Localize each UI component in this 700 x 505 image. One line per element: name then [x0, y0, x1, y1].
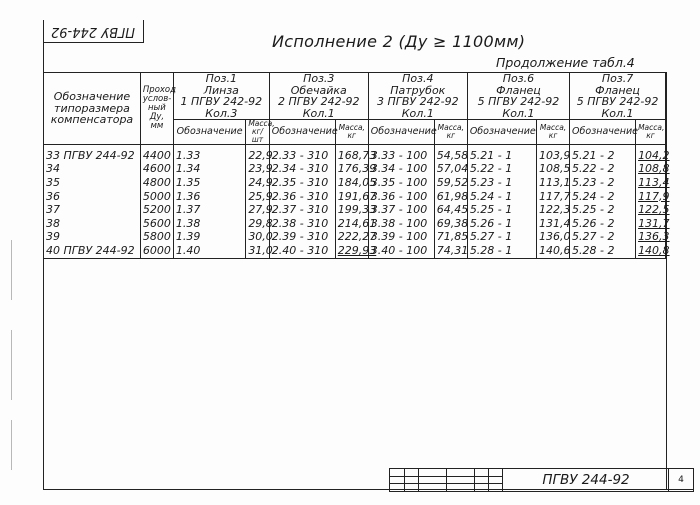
cell-dn: 4600 — [140, 162, 173, 176]
group-qty: Кол.1 — [601, 106, 634, 120]
cell-mass: 191,67 — [335, 190, 368, 204]
left-margin-marks — [4, 240, 22, 480]
header-dn-line: ный — [148, 102, 166, 113]
cell-code: 5.21 - 1 — [467, 149, 536, 163]
cell-code: 5.28 - 2 — [570, 244, 636, 258]
cell-code: 1.35 — [173, 176, 245, 190]
cell-mass: 140,8 — [636, 244, 666, 258]
cell-code: 5.22 - 2 — [570, 162, 636, 176]
cell-mass: 25,9 — [246, 190, 269, 204]
table-row — [44, 149, 666, 163]
header-designation-line: Обозначение — [53, 90, 131, 104]
cell-mass: 61,98 — [434, 190, 467, 204]
group-part-name: Фланец — [595, 83, 640, 97]
cell-code: 2.33 - 310 — [269, 149, 335, 163]
cell-code: 5.26 - 1 — [467, 217, 536, 231]
cell-mass: 27,9 — [246, 203, 269, 217]
title-block — [389, 468, 692, 490]
header-group-pos3 — [269, 73, 368, 120]
header-designation-line: компенсатора — [50, 113, 134, 127]
header-group-pos6 — [467, 73, 569, 120]
table-row — [44, 176, 666, 190]
cell-mass: 74,31 — [434, 244, 467, 258]
cell-designation: 35 — [44, 176, 141, 190]
cell-dn: 5800 — [140, 230, 173, 244]
cell-mass: 113,4 — [636, 176, 666, 190]
cell-mass: 136,0 — [537, 230, 570, 244]
header-designation-line: типоразмера — [54, 101, 130, 115]
cell-mass: 222,27 — [335, 230, 368, 244]
rotated-doc-stamp — [43, 20, 144, 43]
cell-code: 5.26 - 2 — [570, 217, 636, 231]
cell-designation: 33 ПГВУ 244-92 — [44, 149, 141, 163]
group-part-name: Обечайка — [290, 83, 347, 97]
cell-code: 5.23 - 2 — [570, 176, 636, 190]
cell-mass: 24,9 — [246, 176, 269, 190]
title-block-doc-number — [502, 468, 669, 492]
cell-mass: 184,05 — [335, 176, 368, 190]
cell-code: 1.38 — [173, 217, 245, 231]
cell-mass: 131,4 — [537, 217, 570, 231]
group-qty: Кол.1 — [302, 106, 335, 120]
subheader-code: Обозначение — [368, 120, 434, 145]
cell-mass: 59,52 — [434, 176, 467, 190]
cell-designation: 39 — [44, 230, 141, 244]
cell-mass: 122,5 — [636, 203, 666, 217]
cell-designation: 40 ПГВУ 244-92 — [44, 244, 141, 258]
cell-mass: 113,1 — [537, 176, 570, 190]
cell-designation: 37 — [44, 203, 141, 217]
cell-code: 2.36 - 310 — [269, 190, 335, 204]
table-row — [44, 244, 666, 258]
cell-mass: 64,45 — [434, 203, 467, 217]
subheader-mass: Масса, кг/шт — [246, 120, 269, 145]
cell-mass: 54,58 — [434, 149, 467, 163]
group-doc-ref: 5 ПГВУ 242-92 — [576, 95, 659, 109]
cell-mass: 71,85 — [434, 230, 467, 244]
cell-mass: 136,3 — [636, 230, 666, 244]
group-pos-label: Поз.3 — [303, 72, 335, 85]
cell-code: 3.36 - 100 — [368, 190, 434, 204]
group-pos-label: Поз.6 — [502, 72, 535, 85]
subheader-code: Обозначение — [467, 120, 536, 145]
cell-mass: 30,0 — [246, 230, 269, 244]
cell-dn: 5600 — [140, 217, 173, 231]
cell-mass: 22,9 — [246, 149, 269, 163]
cell-mass: 229,93 — [335, 244, 368, 258]
cell-code: 5.27 - 1 — [467, 230, 536, 244]
group-qty: Кол.1 — [401, 106, 434, 120]
cell-code: 5.21 - 2 — [570, 149, 636, 163]
cell-dn: 5200 — [140, 203, 173, 217]
group-doc-ref: 5 ПГВУ 242-92 — [477, 95, 560, 109]
header-dn-line: Ду, — [149, 111, 165, 122]
group-doc-ref: 3 ПГВУ 242-92 — [376, 95, 459, 109]
header-group-pos4 — [368, 73, 467, 120]
cell-code: 5.22 - 1 — [467, 162, 536, 176]
subheader-mass: Масса, кг — [335, 120, 368, 145]
cell-mass: 168,73 — [335, 149, 368, 163]
cell-mass: 57,04 — [434, 162, 467, 176]
cell-code: 1.40 — [173, 244, 245, 258]
cell-mass: 117,7 — [537, 190, 570, 204]
cell-code: 1.37 — [173, 203, 245, 217]
cell-code: 1.36 — [173, 190, 245, 204]
cell-code: 5.27 - 2 — [570, 230, 636, 244]
title-block-sheet — [668, 468, 694, 492]
subheader-code: Обозначение — [269, 120, 335, 145]
group-part-name: Патрубок — [390, 83, 446, 97]
cell-code: 3.34 - 100 — [368, 162, 434, 176]
cell-mass: 131,7 — [636, 217, 666, 231]
header-dn-line: Проход — [142, 85, 177, 96]
group-pos-label: Поз.4 — [402, 72, 434, 85]
doc-number-text: ПГВУ 244-92 — [542, 472, 630, 488]
cell-mass: 108,8 — [636, 162, 666, 176]
cell-mass: 103,9 — [537, 149, 570, 163]
sheet-mark: 4 — [678, 475, 684, 485]
cell-code: 2.40 - 310 — [269, 244, 335, 258]
cell-mass: 69,38 — [434, 217, 467, 231]
table-row — [44, 190, 666, 204]
cell-mass: 104,2 — [636, 149, 666, 163]
cell-mass: 117,9 — [636, 190, 666, 204]
group-qty: Кол.3 — [205, 106, 238, 120]
cell-code: 3.35 - 100 — [368, 176, 434, 190]
group-pos-label: Поз.7 — [601, 72, 634, 85]
cell-dn: 5000 — [140, 190, 173, 204]
cell-mass: 108,5 — [537, 162, 570, 176]
table-row — [44, 162, 666, 176]
title-block-grid — [389, 468, 503, 492]
subheader-mass: Масса, кг — [636, 120, 666, 145]
stamp-text: ПГВУ 244-92 — [50, 24, 136, 39]
header-designation — [44, 73, 141, 145]
cell-code: 2.38 - 310 — [269, 217, 335, 231]
cell-code: 3.39 - 100 — [368, 230, 434, 244]
cell-code: 5.28 - 1 — [467, 244, 536, 258]
header-group-pos7 — [570, 73, 666, 120]
table-header-row-1 — [44, 73, 666, 120]
subheader-mass: Масса, кг — [434, 120, 467, 145]
cell-mass: 140,6 — [537, 244, 570, 258]
subheader-code: Обозначение — [570, 120, 636, 145]
table-right-rule — [666, 72, 667, 490]
cell-code: 5.23 - 1 — [467, 176, 536, 190]
header-nominal-diameter — [140, 73, 177, 145]
cell-mass: 29,8 — [246, 217, 269, 231]
cell-code: 2.37 - 310 — [269, 203, 335, 217]
cell-mass: 23,9 — [246, 162, 269, 176]
cell-designation: 36 — [44, 190, 141, 204]
group-part-name: Линза — [203, 83, 239, 97]
cell-mass: 31,0 — [246, 244, 269, 258]
cell-code: 3.38 - 100 — [368, 217, 434, 231]
cell-dn: 4800 — [140, 176, 173, 190]
group-pos-label: Поз.1 — [205, 72, 237, 85]
cell-dn: 4400 — [140, 149, 173, 163]
table-row — [44, 217, 666, 231]
cell-code: 1.34 — [173, 162, 245, 176]
cell-mass: 122,3 — [537, 203, 570, 217]
cell-code: 2.39 - 310 — [269, 230, 335, 244]
group-qty: Кол.1 — [502, 106, 535, 120]
cell-code: 3.37 - 100 — [368, 203, 434, 217]
cell-designation: 34 — [44, 162, 141, 176]
specification-table — [43, 72, 670, 259]
table-row — [44, 203, 666, 217]
group-part-name: Фланец — [496, 83, 541, 97]
cell-code: 2.34 - 310 — [269, 162, 335, 176]
cell-dn: 6000 — [140, 244, 173, 258]
cell-mass: 214,61 — [335, 217, 368, 231]
table-continuation-label: Продолжение табл.4 — [496, 55, 635, 70]
cell-code: 1.33 — [173, 149, 245, 163]
group-doc-ref: 1 ПГВУ 242-92 — [180, 95, 263, 109]
cell-code: 5.24 - 2 — [570, 190, 636, 204]
cell-code: 1.39 — [173, 230, 245, 244]
page-title: Исполнение 2 (Ду ≥ 1100мм) — [272, 32, 526, 51]
subheader-mass: Масса, кг — [537, 120, 570, 145]
cell-mass: 176,39 — [335, 162, 368, 176]
cell-code: 5.25 - 2 — [570, 203, 636, 217]
table-body — [44, 144, 670, 258]
subheader-code: Обозначение — [173, 120, 245, 145]
header-dn-line: услов- — [142, 94, 172, 105]
cell-designation: 38 — [44, 217, 141, 231]
cell-code: 5.25 - 1 — [467, 203, 536, 217]
cell-mass: 199,33 — [335, 203, 368, 217]
cell-code: 5.24 - 1 — [467, 190, 536, 204]
group-doc-ref: 2 ПГВУ 242-92 — [277, 95, 360, 109]
header-dn-line: мм — [150, 120, 164, 131]
header-group-pos1 — [173, 73, 269, 120]
cell-code: 2.35 - 310 — [269, 176, 335, 190]
cell-code: 3.40 - 100 — [368, 244, 434, 258]
table-row — [44, 230, 666, 244]
cell-code: 3.33 - 100 — [368, 149, 434, 163]
